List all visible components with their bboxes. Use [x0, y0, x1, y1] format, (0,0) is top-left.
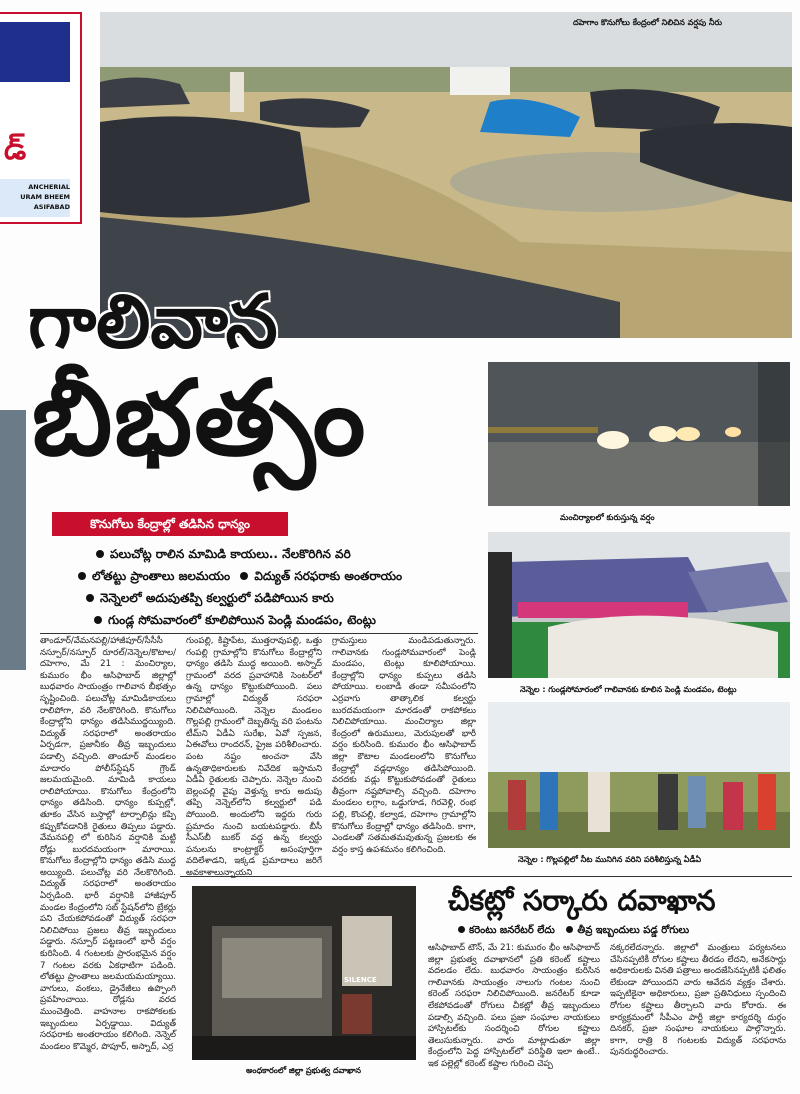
article2-column-2	[610, 943, 786, 1083]
photo-field	[488, 702, 790, 848]
bullet-dot-icon	[78, 572, 86, 580]
bullet-item	[94, 613, 376, 630]
article1-column-2	[186, 636, 322, 878]
article1-col2-text: గుంపల్లి, కిష్టాపేట, ముత్తరావుపల్లి, ఒత్తు గంపల్లి గ్రామాల్లోని కొనుగోలు కేంద్రాల్లోని ధాన్యం తడిసి ముద్ద అయింది. అస్నాద్ గ్రామంలో వరద ప్రవాహానికి సెంటర్‌లో ఉన్న ధాన్యం కొట్టుకుపోయింది. పలు గ్రామాల్లో విద్యుత్ సరఫరా నిలిచిపోయింది. నెన్నెల మండలం గొల్లపల్లి గ్రామంలో దెబ్బతిన్న వరి పంటను టీమ్‌ని ఏడీఏ సురేఖ, ఏవో స్పజన, ఏఈవోలు రాందరన్, ప్రైజ పరిశీలించారు. పంట నష్టం అంచనా వేసి ఉన్నతాధికారులకు నివేదిక ఇస్తామని ఏడీఏ రైతులకు చెప్పారు. నెన్నెల నుంచి బెల్లంపల్లి వైపు వెళ్తున్న కారు అదుపు తప్పి నెన్నెల్‌లోని కల్వర్టులో పడి పోయింది. అందులోని ఇద్దరు గురు ప్రమాదం నుంచి బయటపడ్డారు. బీసీ సీఎస్‌బీ బుకర్ వద్ద ఉన్న కల్వర్టు పనులను కాంట్రాక్టర్ అసంపూర్తిగా వదిలేశాడని, ఇక్కడ ప్రమాదాలు జరిగే అవకాశాలున్నాయని	[186, 636, 322, 878]
bullet-text: పలుచోట్ల రాలిన మామిడి కాయలు.. నేలకొరిగిన వరి	[110, 547, 351, 561]
bullet-text: విద్యుత్ సరఫరాకు అంతరాయం	[254, 569, 403, 583]
article2-column-1	[428, 943, 600, 1083]
photo-tent	[488, 532, 790, 678]
masthead-district-list	[0, 182, 70, 212]
district-line: URAM BHEEM	[20, 193, 70, 201]
article1-col1-text: తాండూర్/వేమనపల్లి/హాజీపూర్/సీసీసీ నస్పూర్/నస్పూర్ రూరల్/నెన్నెల/కొటాల/దహెగాం, మే 21 : మంచిర్యాల, కుమురం భీం ఆసిఫాబాద్ జిల్లాల్లో బుధవారం సాయంత్రం గాలివాన బీభత్సం సృష్టించింది. పలుచోట్ల మామిడికాయలు రాలిపోగా, వరి నేలకొరిగింది. కొనుగోలు కేంద్రాల్లోని ధాన్యం తడిసిముద్దయ్యింది. విద్యుత్ సరఫరాలో అంతరాయం ఏర్పడగా, ప్రజానీకం తీవ్ర ఇబ్బందులు పడాల్సి వచ్చింది. తాండూర్ మండలం మాదారం పోలీస్‌స్టేషన్ గ్రౌండ్ జలమయమైంది. మామిడి కాయలు రాలిపోయాయి. కొనుగోలు కేంద్రంలోని ధాన్యం తడిసింది. ధాన్యం కుప్పల్లో, తూకం వేసిన బస్తాల్లో టార్పాలిన్లు కప్పి కప్పుకోవడానికి రైతులు తిప్పలు పడ్డారు. వేమనపల్లి లో కురిసిన వర్షానికి మట్టి రోడ్లు బురదమయంగా మారాయి. కొనుగోలు కేంద్రాల్లోని ధాన్యం తడిసి ముద్ద అయ్యింది. పలుచోట్ల వరి నేలకొరిగింది. విద్యుత్ సరఫరాలో అంతరాయం ఏర్పడింది. భారీ వర్షానికి హాజీపూర్ మండల కేంద్రంలోని సబ్ స్టేషన్‌లోని బ్రేకర్లు పని చేయకపోవడంతో విద్యుత్ సరఫరా నిలిచిపోయి ప్రజలు తీవ్ర ఇబ్బందులు పడ్డారు. నస్పూర్ పట్టణంలో భారీ వర్షం కురిసింది. 4 గంటలకు ప్రారంభమైన వర్షం 7 గంటల వరకు ఏకధాటిగా పడింది. లోతట్టు ప్రాంతాలు జలమయమయ్యాయి. వాగులు, వంకలు, డ్రైనేజీలు ఉప్పొంగి ప్రవహించాయి. రోడ్లను వరద ముంచెత్తింది. వాహనాల రాకపోకలకు ఇబ్బందులు ఏర్పడ్డాయి. విద్యుత్ సరఫరాకు అంతరాయం కలిగింది. నెన్నెల్ మండలం కొమ్మెర, పొపూర్, అస్నాద్, ఎర్ర	[40, 636, 176, 1052]
headline-line2: బీభత్సం	[32, 357, 368, 479]
district-line: ASIFABAD	[33, 203, 70, 211]
left-edge-photo	[0, 410, 26, 670]
article2-col1-text: ఆసిఫాబాద్ టౌన్, మే 21: కుమురం భీం ఆసిఫాబాద్ జిల్లా ప్రభుత్వ దవాఖానలో ప్రతి కరెంట్ కష్టాలు వదలడం లేదు. బుధవారం సాయంత్రం కురిసిన గాలివానకు సాయంత్రం నాలుగు గంటల నుంచి కరెంట్ సరఫరా నిలిచిపోయింది. జనరేటర్ కూడా లేకపోవడంతో రోగులు చీకట్లో తీవ్ర ఇబ్బందులు పడాల్సి వచ్చింది. పలు ప్రజా సంఘాల నాయకులు హాస్పిటల్‌కు సందర్శించి రోగుల కష్టాలు తెలుసుకున్నారు. వారు మాట్లాడుతూ జిల్లా కేంద్రంలోని పెద్ద హాస్పిటల్‌లో పరిస్థితి ఇలా ఉంటే.. ఇక పల్లెల్లో కరెంట్ కష్టాల గురించి చెప్ప	[428, 943, 600, 1069]
article1-column-1	[40, 636, 176, 1082]
bullet-item	[78, 569, 402, 586]
bullet-text: గుండ్ల సోమవారంలో కూలిపోయిన పెండ్లి మండపం, టెంట్లు	[108, 613, 376, 627]
article2-subhead: కరెంటు జనరేటర్ లేదు	[469, 925, 555, 936]
bullet-dot-icon	[566, 926, 573, 933]
bullet-dot-icon	[240, 572, 248, 580]
district-line: ANCHERIAL	[28, 183, 70, 191]
article2-subheads	[458, 924, 689, 938]
photo-rain-road	[488, 362, 790, 506]
bullet-dot-icon	[86, 594, 94, 602]
masthead-logo-text: డ్	[4, 132, 27, 167]
photo-rain-road-caption: మంచిర్యాలలో కురుస్తున్న వర్షం	[560, 513, 655, 522]
photo-hospital	[192, 886, 416, 1060]
bullet-item	[96, 547, 351, 564]
photo-field-image	[488, 702, 790, 848]
article1-column-3	[332, 636, 476, 872]
divider	[40, 633, 478, 634]
article1-col3-text: గ్రామస్తులు మండిపడుతున్నారు. గాలివానకు గుండ్లసోమవారంలో పెండ్లి మండపం, టెంట్లు కూలిపోయాయి. కేంద్రాల్లోని ధాన్యం కుప్పలు తడిసి పోయాయి. లంబాడీ తండా సమీపంలోని ఎర్రవాగు తాత్కాలిక కల్వర్టు బురదమయంగా మారడంతో రాకపోకలు నిలిచిపోయాయి. మంచిర్యాల జిల్లా కేంద్రంలో ఉరుములు, మెరుపులతో భారీ వర్షం కురిసింది. కుమురం భీం ఆసిఫాబాద్ జిల్లా కౌటాల మండలంలోని కొనుగోలు కేంద్రాల్లో వడ్లధాన్యం తడిసిపోయింది. వరదకు వడ్లు కొట్టుకుపోవడంతో రైతులు తీవ్రంగా నష్టపోవాల్సి వచ్చింది. దహెగాం మండలం లగ్గాం, ఒడ్డుగూడ, గిరవెళ్లి, రంభ పల్లి, కొంపల్లి, కల్వాడ, దహెగాం గ్రామాల్లోని కొనుగోలు కేంద్రాల్లో ధాన్యం తడిసింది. కాగా, ఎండలతో సతమతమవుతున్న ప్రజలకు ఈ వర్షం కాస్త ఉపశమనం కలిగించింది.	[332, 636, 476, 855]
bullet-dot-icon	[94, 616, 102, 624]
photo-tent-caption: నెన్నెల : గుండ్లసోమారంలో గాలివానకు కూలిన పెండ్లి మండపం, టెంట్లు	[520, 685, 737, 694]
bullet-text: లోతట్టు ప్రాంతాలు జలమయం	[92, 569, 231, 583]
bullet-dot-icon	[96, 550, 104, 558]
photo-tent-image	[488, 532, 790, 678]
article2-col2-text: నక్కరలేదన్నారు. జిల్లాలో మంత్రులు పర్యటనలు చేసినప్పటికీ రోగుల కష్టాలు తీరడం లేదని, అనేకసార్లు అధికారులకు వినతి పత్రాలు అందజేసినప్పటికీ ఫలితం లేకుండా పోయిందని వారు ఆవేదన వ్యక్తం చేశారు. ఇప్పటికైనా అధికారులు, ప్రజా ప్రతినిధులు స్పందించి రోగుల కష్టాలు తీర్చాలని వారు కోరారు. ఈ కార్యక్రమంలో సీపీఎం పార్టీ జిల్లా కార్యదర్శి దుర్గం దినకర్, ప్రజా సంఘాల నాయకులు పాల్గొన్నారు. కాగా, రాత్రి 8 గంటలకు విద్యుత్ సరఫరాను పునరుద్ధరించారు.	[610, 943, 786, 1058]
bullet-dot-icon	[458, 926, 465, 933]
photo-top-caption: దహెగాం కొనుగోలు కేంద్రంలో నిలిచిన వర్షపు నీరు	[573, 18, 722, 27]
photo-hospital-image	[192, 886, 416, 1060]
photo-field-caption: నెన్నెల : గొల్లపల్లిలో నీట మునిగిన వరిని పరిశీలిస్తున్న ఏడీఏ	[518, 855, 702, 864]
article2-subhead: తీవ్ర ఇబ్బందులు పడ్డ రోగులు	[577, 925, 690, 936]
masthead-logo-block	[0, 22, 70, 82]
bullet-text: నెన్నెలలో అదుపుతప్పి కల్వర్టులో పడిపోయిన కారు	[100, 591, 334, 605]
photo-rain-road-image	[488, 362, 790, 506]
silence-board-text: SILENCE	[344, 976, 377, 984]
headline-line1: గాలివాన	[28, 279, 278, 365]
photo-hospital-caption: అంధకారంలో జిల్లా ప్రభుత్వ దవాఖాన	[246, 1066, 361, 1075]
bullet-item	[86, 591, 334, 608]
headline-kicker: కొనుగోలు కేంద్రాల్లో తడిసిన ధాన్యం	[52, 512, 288, 536]
masthead	[0, 12, 82, 224]
article2-headline: చీకట్లో సర్కారు దవాఖాన	[448, 884, 716, 917]
